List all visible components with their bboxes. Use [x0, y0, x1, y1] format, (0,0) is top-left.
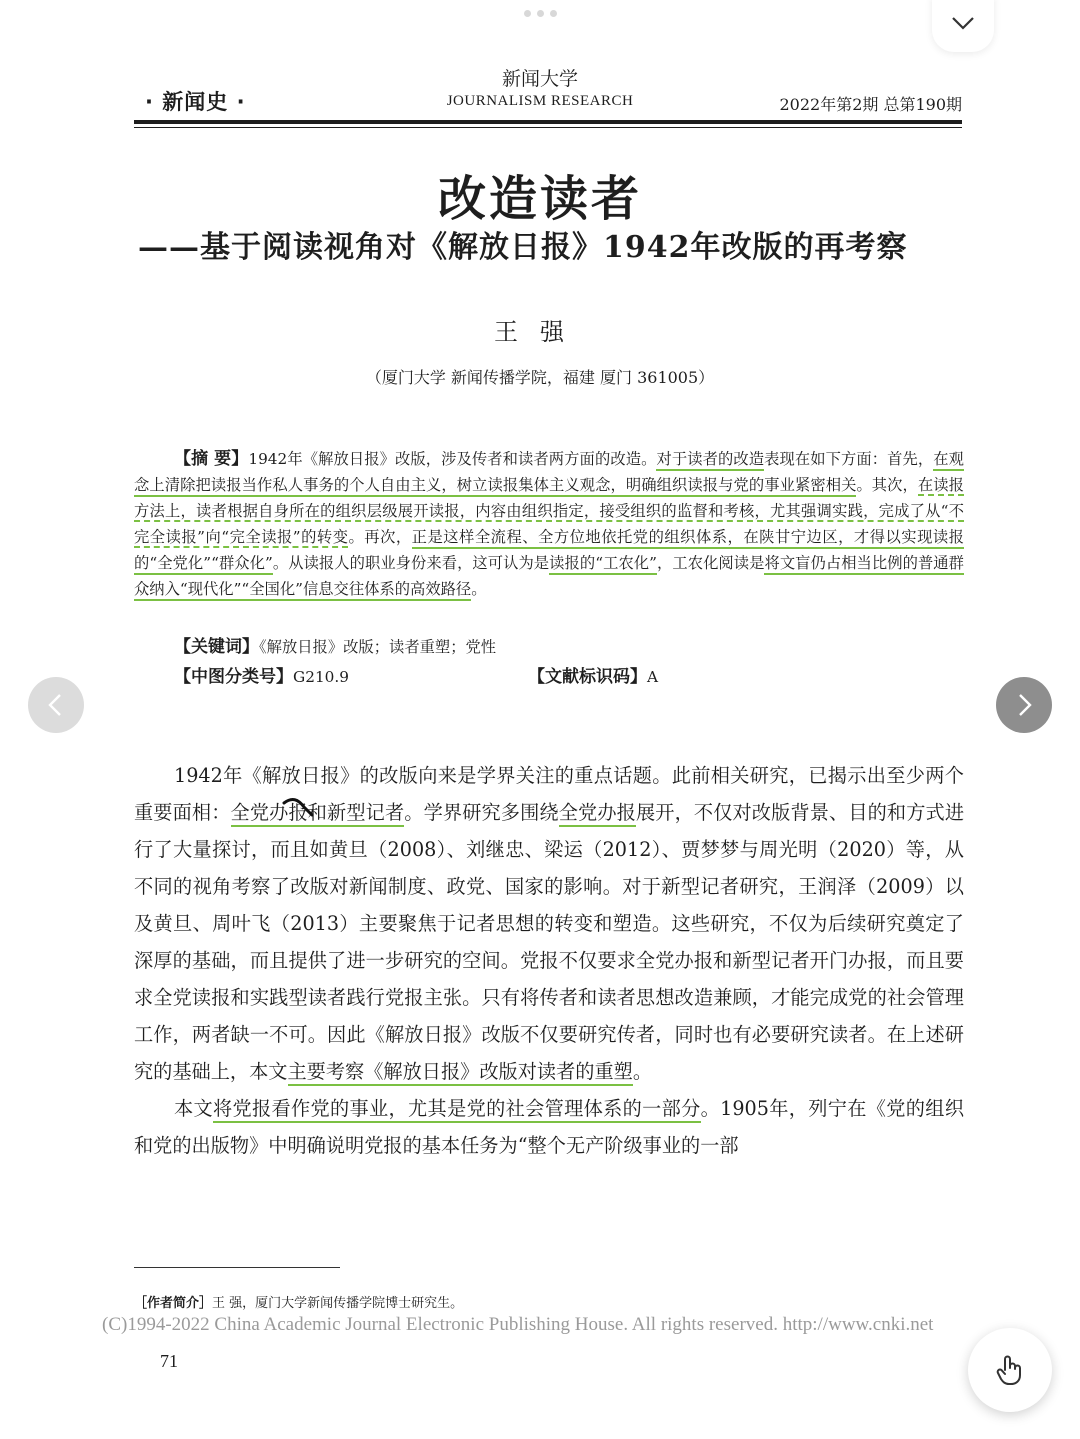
copyright-watermark: (C)1994-2022 China Academic Journal Electronic Publishing House. All rights reserved. http://www.cnki.net: [102, 1314, 934, 1335]
paragraph: [134, 757, 964, 1090]
author-name: 王强: [494, 318, 586, 346]
touch-mode-button[interactable]: [968, 1328, 1052, 1412]
keywords-value: 《解放日报》改版；读者重塑；党性: [259, 638, 497, 656]
abstract-text: 1942年《解放日报》改版，涉及传者和读者两方面的改造。: [248, 450, 657, 468]
classification-label: 【中图分类号】: [174, 667, 293, 687]
highlight-span: 将文盲仍占相当比例的普通群众纳入“现代化”“全国化”信息交往体系的高效路径: [134, 554, 964, 601]
next-page-button[interactable]: [996, 677, 1052, 733]
pen-mark-icon: [282, 795, 318, 817]
highlight-span: 全党办报和新型记者: [231, 801, 405, 827]
highlight-span: 在读报方法上，读者根据自身所在的组织层级展开读报，内容由组织指定，接受组织的监督和考核，尤其强调实践，完成了从“不完全读报”向“完全读报”的转变: [134, 476, 964, 546]
abstract-text: ，工农化阅读是: [656, 554, 765, 572]
highlight-span: 读报的“工农化”: [549, 554, 657, 575]
author-affiliation: （厦门大学 新闻传播学院，福建 厦门 361005）: [365, 368, 715, 387]
abstract-text: 。从读报人的职业身份来看，这可认为是: [272, 554, 550, 572]
document-code-label: 【文献标识码】: [528, 667, 647, 687]
body-text-span: 展开，不仅对改版背景、目的和方式进行了大量探讨，而且如黄旦（2008）、刘继忠、梁运（2012）、贾梦梦与周光明（2020）等，从不同的视角考察了改版对新闻制度、政党、国家的影响。对于新型记者研究，王润泽（2009）以及黄旦、周叶飞（2013）主要聚焦于记者思想的转变和塑造。这些研究，不仅为后续研究奠定了深厚的基础，而且提供了进一步研究的空间。党报不仅要求全党办报和新型记者开门办报，而且要求全党读报和实践型读者践行党报主张。只有将传者和读者思想改造兼顾，才能完成党的社会管理工作，两者缺一不可。因此《解放日报》改版不仅要研究传者，同时也有必要研究读者。在上述研究的基础上，本文: [134, 801, 965, 1083]
section-label: · 新闻史 ·: [145, 90, 246, 114]
body-text: [134, 757, 964, 1164]
highlight-span: 全党办报: [559, 801, 636, 827]
highlight-span: 正是这样全流程、全方位地依托党的组织体系，在陕甘宁边区，才得以实现读报的“全党化”“群众化”: [134, 528, 964, 575]
journal-name-english: JOURNALISM RESEARCH: [446, 93, 634, 109]
article-subtitle: ——基于阅读视角对《解放日报》1942年改版的再考察: [138, 230, 908, 265]
abstract-text: 。其次，: [856, 476, 918, 494]
body-text-span: 。: [632, 1060, 653, 1083]
chevron-right-icon: [1013, 693, 1035, 717]
keywords-label: 【关键词】: [174, 637, 259, 657]
article-title: 改造读者: [437, 171, 642, 227]
document-code: [528, 662, 658, 687]
footnote: [134, 1292, 463, 1311]
issue-info: 2022年第2期 总第190期: [779, 95, 962, 114]
journal-name: 新闻大学: [501, 68, 578, 90]
previous-page-button[interactable]: [28, 677, 84, 733]
keywords: [174, 632, 496, 657]
chevron-down-icon: [951, 16, 975, 30]
abstract-text: 。: [471, 580, 487, 598]
collapse-button[interactable]: [932, 0, 994, 52]
body-text-span: 。学界研究多围绕: [404, 801, 559, 824]
abstract-label: 【摘 要】: [174, 449, 249, 469]
body-text-span: 1942年《解放日报》的改版向来是学界关注的重点话题。此前相关研究，已揭示出至少两个重要面相：: [134, 764, 964, 824]
abstract: [134, 446, 964, 602]
classification-number: [174, 662, 349, 687]
hand-pointer-icon: [995, 1354, 1025, 1386]
footnote-rule: [134, 1267, 340, 1268]
highlight-span: 在观念上清除把读报当作私人事务的个人自由主义，树立读报集体主义观念，明确组织读报与党的事业紧密相关: [134, 450, 964, 497]
header-rule: [134, 120, 962, 124]
body-text-span: 。1905年，列宁在《党的组织和党的出版物》中明确说明党报的基本任务为“整个无产阶级事业的一部: [134, 1097, 965, 1157]
highlight-span: 将党报看作党的事业，尤其是党的社会管理体系的一部分: [213, 1097, 701, 1123]
abstract-text: 。再次，: [348, 528, 412, 546]
document-code-value: A: [647, 668, 659, 686]
footnote-label: ［作者简介］: [134, 1296, 213, 1311]
chevron-left-icon: [45, 693, 67, 717]
highlight-span: 对于读者的改造: [656, 450, 764, 471]
classification-value: G210.9: [293, 668, 350, 686]
body-text-span: 本文: [174, 1097, 214, 1120]
highlight-span: 主要考察《解放日报》改版对读者的重塑: [288, 1060, 633, 1086]
page-indicator-dots: [522, 10, 558, 20]
abstract-text: 表现在如下方面：首先，: [764, 450, 934, 468]
paragraph: [134, 1090, 964, 1164]
page-number: 71: [160, 1351, 178, 1371]
footnote-text: 王 强，厦门大学新闻传播学院博士研究生。: [212, 1296, 464, 1311]
header-rule-thin: [134, 127, 962, 128]
